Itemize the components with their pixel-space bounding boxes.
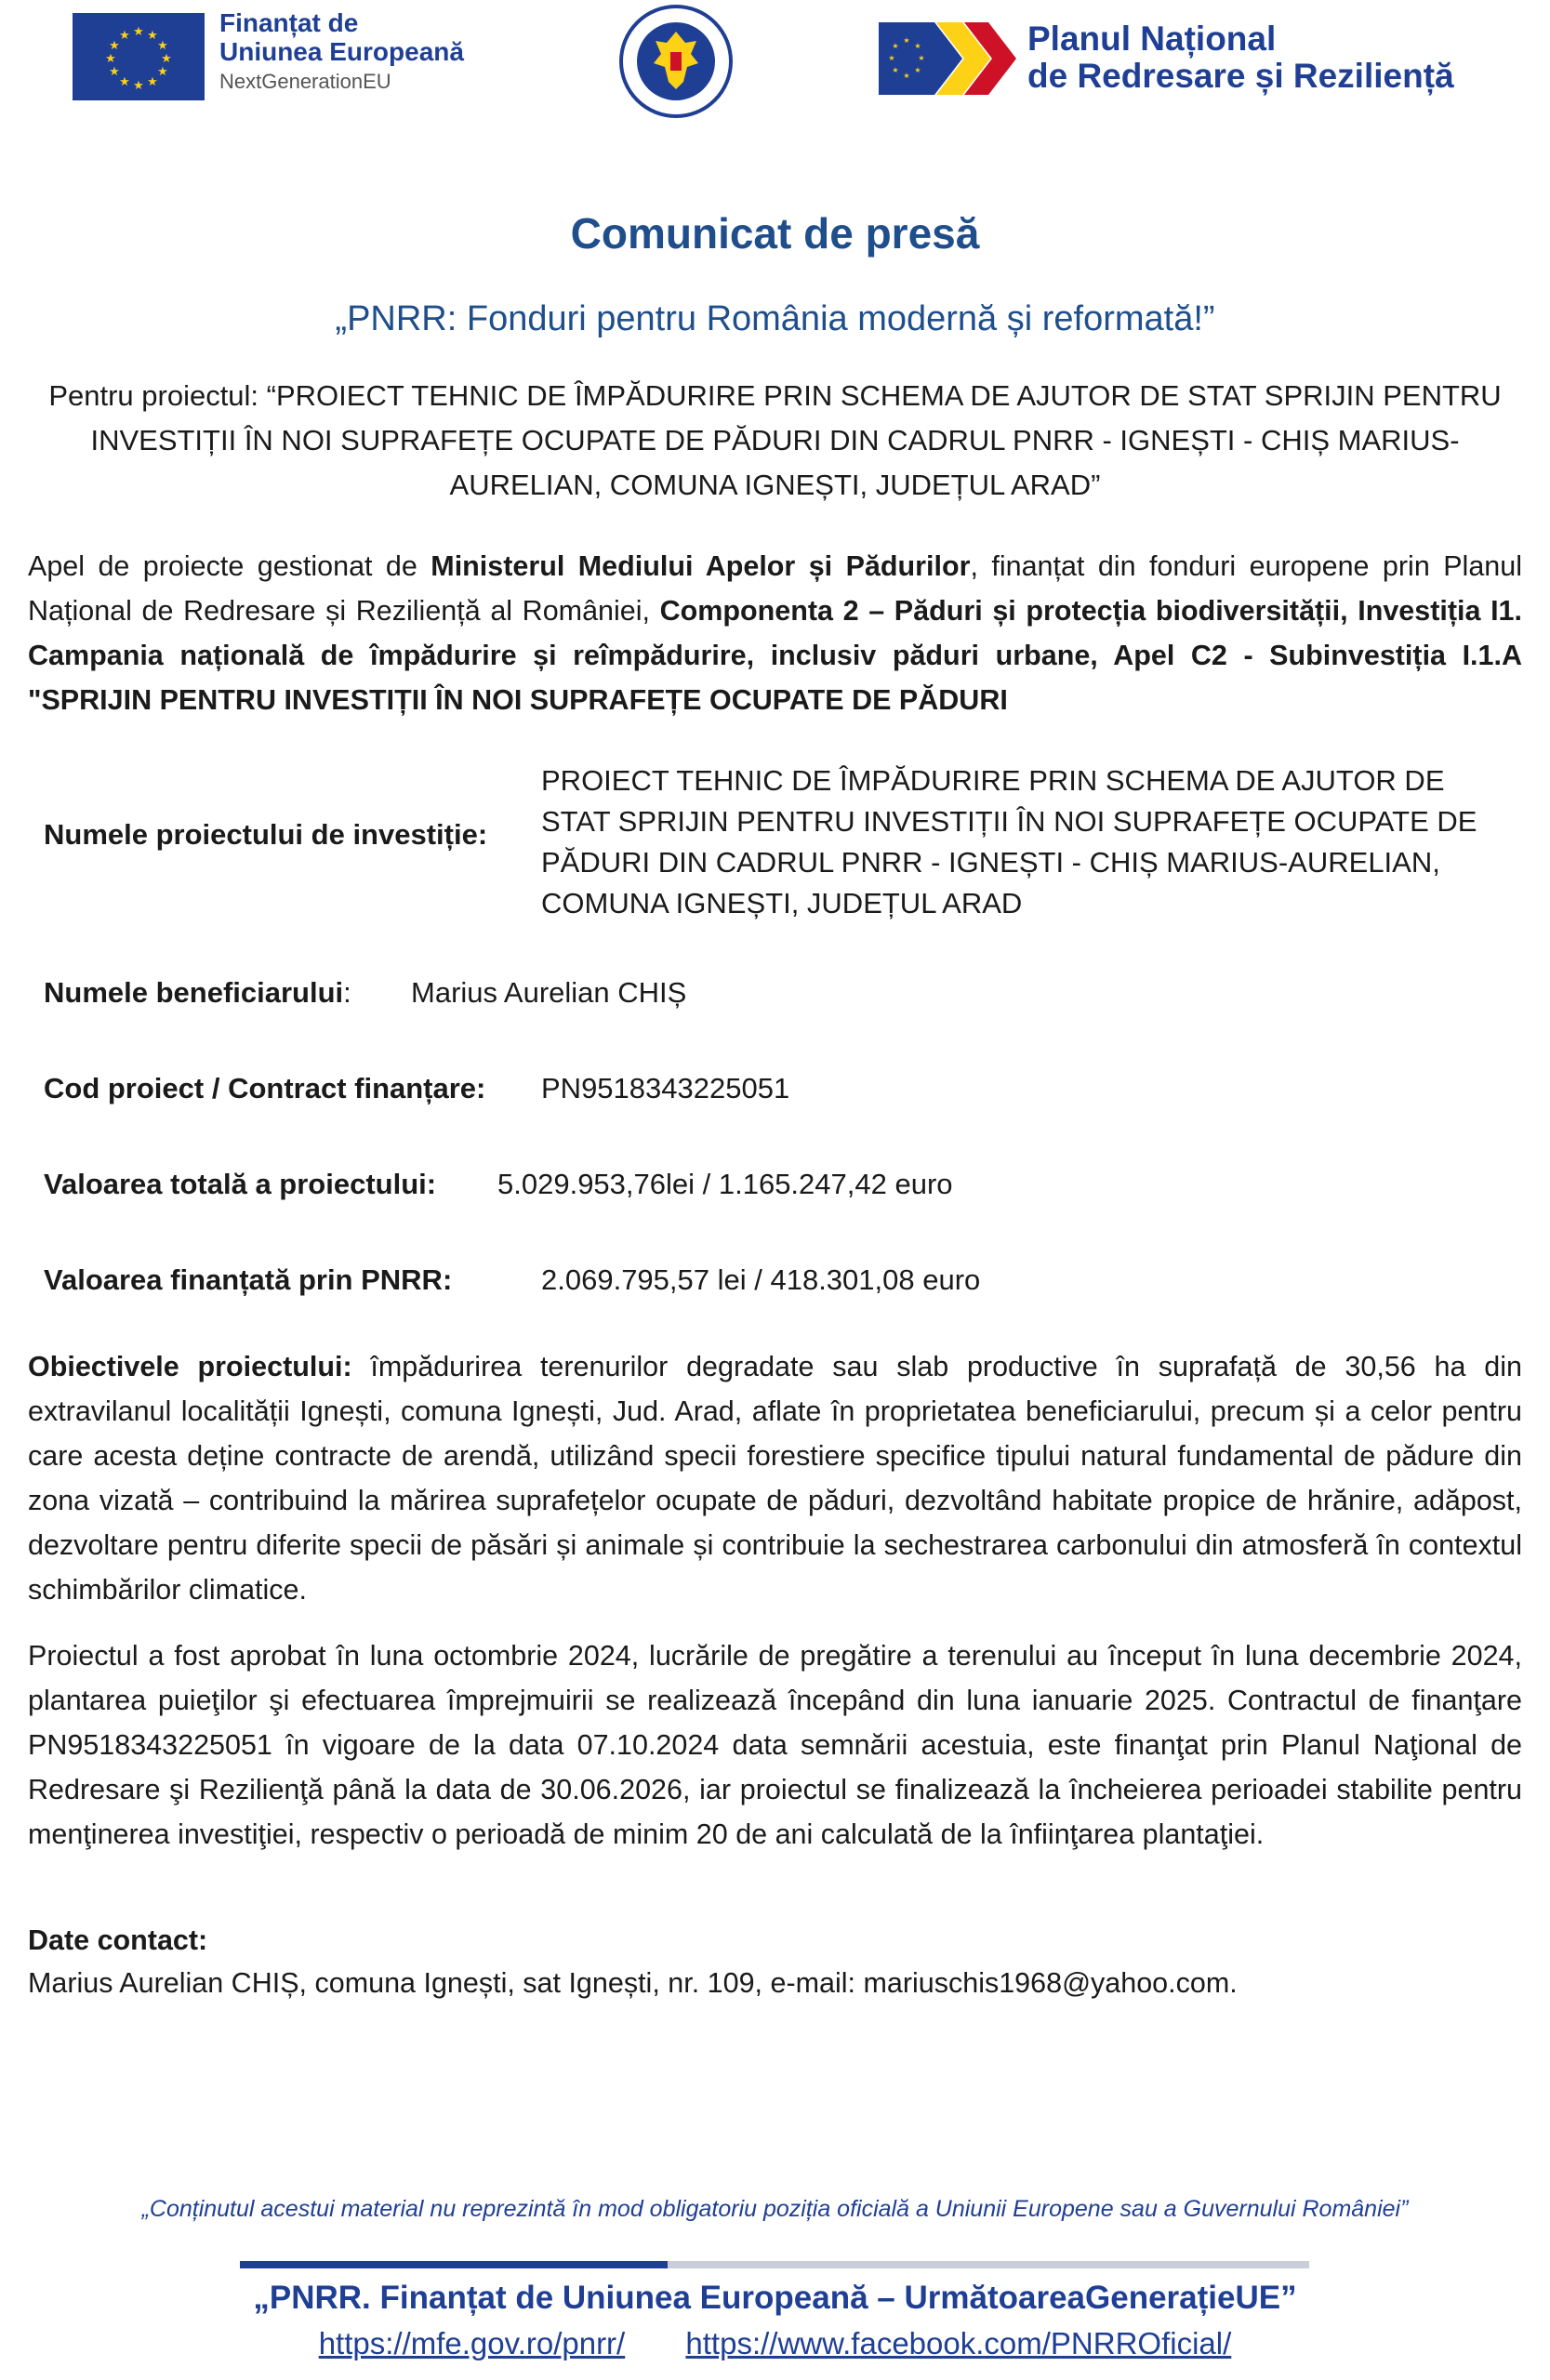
call-paragraph	[28, 544, 1522, 722]
svg-text:★: ★	[903, 36, 910, 45]
contact-text: Marius Aurelian CHIȘ, comuna Ignești, sat Ignești, nr. 109, e-mail: mariuschis1968@yahoo.com.	[28, 1967, 1238, 1999]
svg-text:★: ★	[147, 29, 158, 43]
project-name-value: PROIECT TEHNIC DE ÎMPĂDURIRE PRIN SCHEMA DE AJUTOR DE STAT SPRIJIN PENTRU INVESTIȚII ÎN NOI SUPRAFEȚE OCUPATE DE PĂDURI DIN CADRUL PNRR - IGNEȘTI - CHIȘ MARIUS-AURELIAN, COMUNA IGNEȘTI, JUDEȚUL ARAD	[541, 764, 1477, 919]
call-text-1: Apel de proiecte gestionat de	[28, 550, 431, 582]
funded-value-label: Valoarea finanțată prin PNRR:	[44, 1263, 453, 1296]
footer-slogan: „PNRR. Finanțat de Uniunea Europeană – UrmătoareaGenerațieUE”	[253, 2280, 1297, 2316]
svg-text:★: ★	[903, 72, 910, 80]
pnrr-line-2: de Redresare și Reziliență	[1027, 56, 1454, 95]
pnrr-flag-logo	[879, 22, 1018, 95]
mfe-pnrr-link[interactable]: https://mfe.gov.ro/pnrr/	[318, 2326, 626, 2360]
svg-text:★: ★	[133, 79, 144, 93]
eu-stars-icon	[73, 13, 205, 100]
total-value: 5.029.953,76lei / 1.165.247,42 euro	[497, 1168, 953, 1200]
contact-label	[28, 1918, 1522, 1963]
eu-line-1: Finanțat de	[219, 8, 359, 37]
pnrr-line-1: Planul Național	[1027, 20, 1277, 58]
svg-text:★: ★	[109, 65, 120, 79]
svg-text:★: ★	[888, 54, 895, 62]
eu-line-3: NextGenerationEU	[219, 69, 391, 93]
beneficiary-value: Marius Aurelian CHIȘ	[411, 976, 687, 1009]
eu-flag-logo	[73, 13, 205, 100]
svg-text:★: ★	[914, 66, 921, 74]
page-subtitle: „PNRR: Fonduri pentru România modernă și reformată!”	[335, 299, 1215, 338]
footer-divider-accent	[240, 2261, 668, 2268]
svg-text:★: ★	[119, 75, 130, 89]
objectives-label: Obiectivele proiectului:	[28, 1351, 352, 1382]
project-name-label: Numele proiectului de investiție:	[44, 818, 488, 851]
total-value-label: Valoarea totală a proiectului:	[44, 1168, 437, 1200]
svg-text:★: ★	[914, 42, 921, 50]
svg-text:★: ★	[157, 65, 168, 79]
pnrr-logo-text	[1027, 20, 1454, 95]
footer-links	[0, 2326, 1550, 2361]
pnrr-arrow-icon	[879, 22, 1018, 95]
call-text-2: , finanțat din fonduri europene prin Planul Național de Redresare și Reziliență al României,	[28, 550, 1522, 627]
svg-text:★: ★	[161, 52, 172, 66]
facebook-pnrr-link[interactable]: https://www.facebook.com/PNRROficial/	[685, 2326, 1232, 2360]
svg-text:★: ★	[892, 66, 899, 74]
objectives-text: împădurirea terenurilor degradate sau slab productive în suprafață de 30,56 ha din extravilanul localității Ignești, comuna Ignești, Jud. Arad, aflate în proprietatea beneficiarului, precum și a celor pentru care acesta deține contracte de arendă, utilizând specii forestiere specifice tipului natural fundamental de pădure din zona vizată – contribuind la mărirea suprafețelor ocupate de păduri, dezvoltând habitate propice de hrănire, adăpost, dezvoltare pentru diferite specii de păsări și animale și contribuie la sechestrarea carbonului din atmosferă în contextul schimbărilor climatice.	[28, 1351, 1522, 1606]
beneficiary-row	[44, 976, 351, 1010]
svg-text:★: ★	[892, 42, 899, 50]
status-paragraph: Proiectul a fost aprobat în luna octombrie 2024, lucrările de pregătire a terenului au început în luna decembrie 2024, plantarea puieţilor şi efectuarea împrejmuirii se realizează începând din luna ianuarie 2025. Contractul de finanţare PN9518343225051 în vigoare de la data 07.10.2024 data semnării acestuia, este finanţat prin Planul Naţional de Redresare şi Rezilienţă până la data de 30.06.2026, iar proiectul se finalizează la încheierea perioadei stabilite pentru menţinerea investiţiei, respectiv o perioadă de minim 20 de ani calculată de la înfiinţarea plantaţiei.	[28, 1640, 1522, 1850]
government-seal-logo	[618, 4, 734, 119]
code-value: PN9518343225051	[541, 1072, 790, 1104]
code-label: Cod proiect / Contract finanțare:	[44, 1072, 486, 1104]
svg-text:★: ★	[157, 39, 168, 53]
svg-text:★: ★	[147, 75, 158, 89]
project-heading: Pentru proiectul: “PROIECT TEHNIC DE ÎMPĂDURIRE PRIN SCHEMA DE AJUTOR DE STAT SPRIJIN PENTRU INVESTIȚII ÎN NOI SUPRAFEȚE OCUPATE DE PĂDURI DIN CADRUL PNRR - IGNEȘTI - CHIȘ MARIUS-AURELIAN, COMUNA IGNEȘTI, JUDEȚUL ARAD”	[48, 379, 1502, 501]
svg-text:★: ★	[918, 54, 925, 62]
svg-text:★: ★	[133, 25, 144, 39]
eu-funding-logo-text	[219, 9, 498, 93]
contact-label-text: Date contact:	[28, 1924, 208, 1956]
beneficiary-label: Numele beneficiarului	[44, 976, 344, 1009]
ministry-name: Ministerul Mediului Apelor și Pădurilor	[431, 550, 971, 582]
objectives-paragraph	[28, 1344, 1522, 1612]
funded-value: 2.069.795,57 lei / 418.301,08 euro	[541, 1263, 981, 1296]
eu-line-2: Uniunea Europeană	[219, 36, 464, 66]
page-title: Comunicat de presă	[570, 209, 980, 258]
beneficiary-colon: :	[343, 976, 351, 1009]
svg-text:★: ★	[119, 29, 130, 43]
svg-text:★: ★	[105, 52, 116, 66]
footer-disclaimer: „Conținutul acestui material nu reprezintă în mod obligatoriu poziția oficială a Uniunii Europene sau a Guvernului României”	[141, 2196, 1409, 2222]
component-details: Componenta 2 – Păduri și protecția biodiversității, Investiția I1. Campania națională de împădurire și reîmpădurire, inclusiv păduri urbane, Apel C2 - Subinvestiția I.1.A "SPRIJIN PENTRU INVESTIȚII ÎN NOI SUPRAFEȚE OCUPATE DE PĂDURI	[28, 595, 1522, 716]
romania-coat-of-arms-icon	[618, 4, 734, 119]
svg-text:★: ★	[109, 39, 120, 53]
